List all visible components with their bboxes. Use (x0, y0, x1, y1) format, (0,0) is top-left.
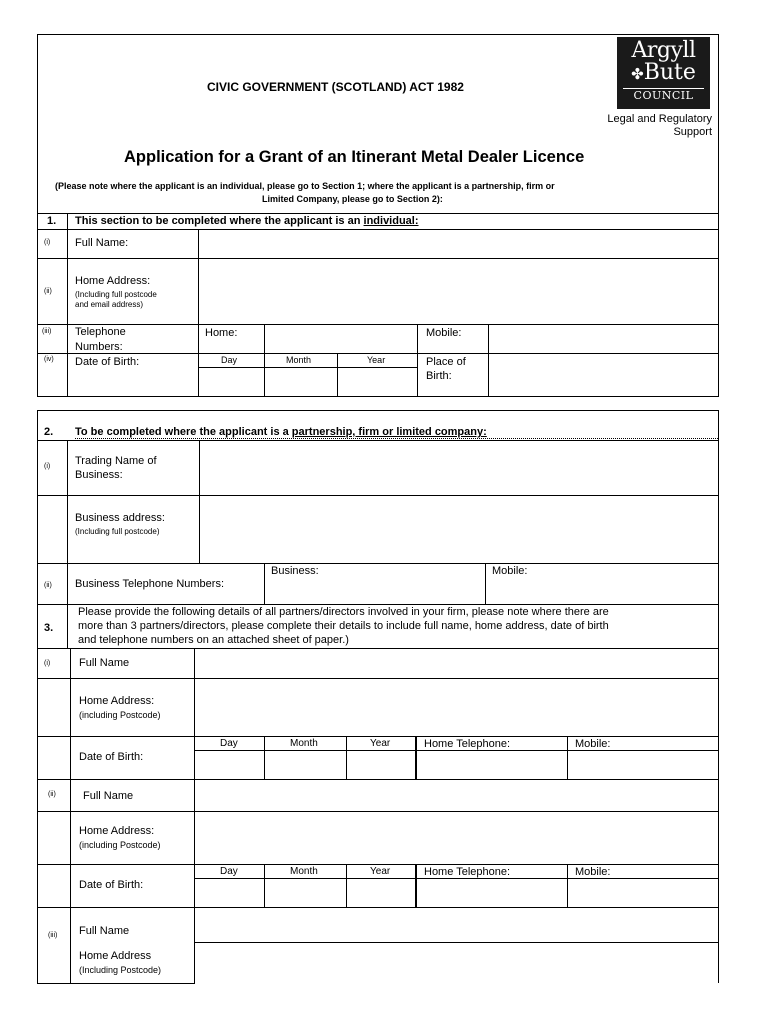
partner2-day-field[interactable] (195, 879, 263, 906)
section2-number: 2. (44, 426, 54, 438)
partner1-mobile-field[interactable] (568, 751, 718, 778)
partner1-month-label: Month (290, 738, 318, 749)
partner3-address-label: Home Address (79, 950, 152, 962)
partner1-dob-label: Date of Birth: (79, 751, 144, 763)
partner2-mobile-label: Mobile: (575, 866, 611, 878)
note-line2: Limited Company, please go to Section 2): (262, 194, 443, 204)
section1-number: 1. (47, 215, 57, 227)
partner1-name-label: Full Name (79, 657, 130, 669)
business-phone-field[interactable] (265, 564, 484, 603)
partner2-address-field[interactable] (195, 812, 718, 863)
partner1-mobile-label: Mobile: (575, 738, 611, 750)
section3-number: 3. (44, 622, 54, 634)
trading-name-label-2: Business: (75, 469, 123, 481)
partner1-hometel-label: Home Telephone: (424, 738, 511, 750)
partner2-address-sub: (including Postcode) (79, 840, 161, 850)
s2-row-i-number: (i) (44, 463, 51, 470)
dob-month-label: Month (286, 355, 312, 365)
partner2-number: (ii) (48, 791, 56, 798)
partner2-mobile-field[interactable] (568, 879, 718, 906)
home-address-sub2: and email address) (75, 300, 144, 309)
telephone-label-1: Telephone (75, 326, 126, 338)
partner1-year-label: Year (370, 738, 391, 749)
business-phone-label: Business: (271, 565, 319, 577)
partner1-address-label: Home Address: (79, 695, 155, 707)
home-address-field[interactable] (199, 259, 718, 323)
business-address-label: Business address: (75, 512, 165, 524)
dob-day-label: Day (221, 355, 238, 365)
section3-intro-3: and telephone numbers on an attached sheet of paper.) (78, 634, 349, 646)
partner3-address-sub: (Including Postcode) (79, 965, 162, 975)
business-mobile-label: Mobile: (492, 565, 528, 577)
trading-name-field[interactable] (200, 441, 718, 494)
place-of-birth-label-2: Birth: (426, 370, 452, 382)
business-address-field[interactable] (200, 496, 718, 562)
argyll-bute-council-logo (617, 37, 710, 109)
partner2-month-label: Month (290, 866, 318, 877)
partner1-name-field[interactable] (195, 649, 718, 677)
partner3-name-field[interactable] (195, 908, 718, 941)
section2-heading: To be completed where the applicant is a partnership, firm or limited company: (75, 426, 718, 439)
home-phone-label: Home: (205, 327, 238, 339)
act-title: CIVIC GOVERNMENT (SCOTLAND) ACT 1982 (207, 80, 464, 94)
partner3-address-field[interactable] (195, 943, 718, 983)
partner2-name-field[interactable] (195, 780, 718, 810)
partner3-name-label: Full Name (79, 925, 130, 937)
mobile-phone-label: Mobile: (426, 327, 462, 339)
partner2-dob-label: Date of Birth: (79, 879, 144, 891)
dob-year-label: Year (367, 355, 386, 365)
partner2-name-label: Full Name (83, 790, 134, 802)
business-telephone-label: Business Telephone Numbers: (75, 578, 224, 590)
home-phone-field[interactable] (265, 325, 416, 352)
section1-heading: This section to be completed where the applicant is an individual: (75, 215, 419, 227)
trading-name-label-1: Trading Name of (75, 455, 157, 467)
partner1-number: (i) (44, 660, 51, 667)
partner2-address-label: Home Address: (79, 825, 155, 837)
note-line1: (Please note where the applicant is an individual, please go to Section 1; where the applicant is a partnership, firm or (55, 181, 555, 191)
partner2-hometel-field[interactable] (417, 879, 566, 906)
partner1-hometel-field[interactable] (417, 751, 566, 778)
telephone-label-2: Numbers: (75, 341, 123, 353)
dob-year-field[interactable] (338, 368, 416, 395)
partner2-year-field[interactable] (347, 879, 414, 906)
s2-row-ii-number: (ii) (44, 582, 52, 589)
section3-intro-1: Please provide the following details of all partners/directors involved in your firm, please note where there are (78, 606, 609, 618)
home-address-label: Home Address: (75, 275, 151, 287)
row-iii-number: (iii) (42, 328, 52, 335)
partner1-address-sub: (including Postcode) (79, 710, 161, 720)
dob-day-field[interactable] (199, 368, 263, 395)
full-name-label: Full Name: (75, 237, 129, 249)
partner1-day-label: Day (220, 738, 238, 749)
dob-label: Date of Birth: (75, 356, 140, 368)
partner3-number: (iii) (48, 932, 58, 939)
partner1-year-field[interactable] (347, 751, 414, 778)
row-iv-number: (iv) (44, 356, 54, 363)
row-ii-number: (ii) (44, 288, 52, 295)
partner1-day-field[interactable] (195, 751, 263, 778)
business-address-sub: (Including full postcode) (75, 527, 160, 536)
partner2-day-label: Day (220, 866, 238, 877)
partner1-month-field[interactable] (265, 751, 345, 778)
partner1-address-field[interactable] (195, 679, 718, 735)
partner2-year-label: Year (370, 866, 391, 877)
dob-month-field[interactable] (265, 368, 336, 395)
place-of-birth-field[interactable] (489, 354, 718, 395)
place-of-birth-label-1: Place of (426, 356, 466, 368)
dept-line1: Legal and Regulatory (607, 113, 712, 125)
logo-line2: ✤Bute (631, 60, 696, 85)
section3-intro-2: more than 3 partners/directors, please complete their details to include full name, home address, date of birth (78, 620, 609, 632)
partner2-month-field[interactable] (265, 879, 345, 906)
logo-line3: COUNCIL (623, 88, 704, 103)
partner2-hometel-label: Home Telephone: (424, 866, 511, 878)
dept-line2: Support (673, 126, 712, 138)
business-mobile-field[interactable] (486, 564, 718, 603)
logo-line1: Argyll (631, 38, 696, 63)
page-title: Application for a Grant of an Itinerant Metal Dealer Licence (124, 148, 585, 166)
row-i-number: (i) (44, 239, 51, 246)
full-name-field[interactable] (199, 230, 718, 257)
home-address-sub1: (Including full postcode (75, 290, 157, 299)
mobile-phone-field[interactable] (489, 325, 718, 352)
